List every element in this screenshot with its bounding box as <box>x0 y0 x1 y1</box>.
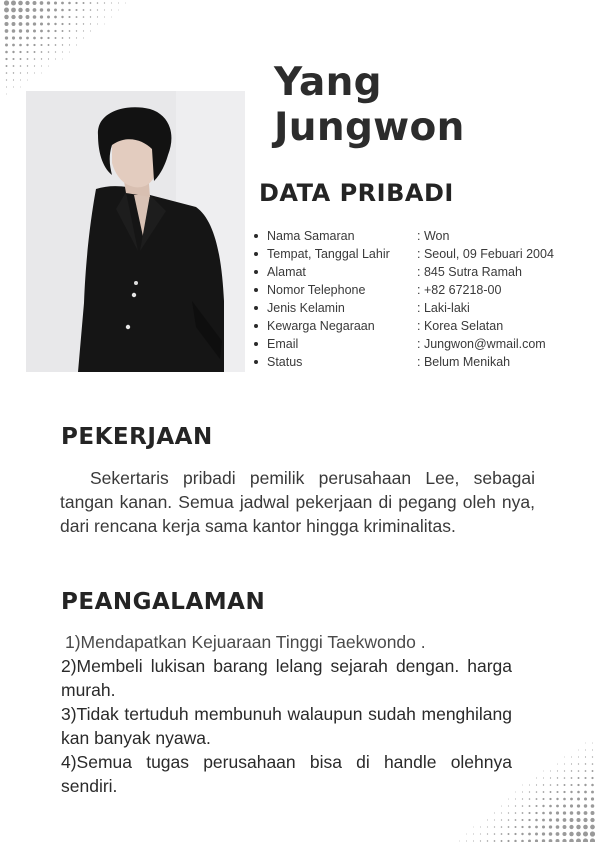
name-line-1: Yang <box>274 60 382 105</box>
list-item: 3)Tidak tertuduh membunuh walaupun sudah menghilang kan banyak nyawa. <box>61 704 512 748</box>
data-label: Alamat <box>267 265 306 279</box>
data-value: : Jungwon@wmail.com <box>417 337 546 351</box>
list-item: 2)Membeli lukisan barang lelang sejarah dengan. harga murah. <box>61 656 512 700</box>
name-line-2: Jungwon <box>274 105 465 150</box>
list-item: 4)Semua tugas perusahaan bisa di handle olehnya sendiri. <box>61 752 512 796</box>
section-title-pekerjaan: PEKERJAAN <box>61 424 213 450</box>
list-item <box>254 299 594 317</box>
data-label: Status <box>267 355 303 369</box>
section-title-pengalaman: PEANGALAMAN <box>61 589 266 615</box>
section-title-data-pribadi: DATA PRIBADI <box>259 179 454 207</box>
list-item: 1)Mendapatkan Kejuaraan Tinggi Taekwondo . <box>65 632 426 652</box>
bullet-icon <box>254 342 258 346</box>
list-item <box>254 353 594 371</box>
data-label: Tempat, Tanggal Lahir <box>267 247 390 261</box>
data-value: : Korea Selatan <box>417 319 504 333</box>
data-label: Nomor Telephone <box>267 283 366 297</box>
data-value: : Laki-laki <box>417 301 470 315</box>
data-value: : Seoul, 09 Febuari 2004 <box>417 247 554 261</box>
data-label: Nama Samaran <box>267 229 355 243</box>
personal-data-list <box>254 227 594 371</box>
list-item <box>254 227 594 245</box>
bullet-icon <box>254 252 258 256</box>
bullet-icon <box>254 270 258 274</box>
bullet-icon <box>254 288 258 292</box>
data-value: : +82 67218-00 <box>417 283 502 297</box>
bullet-icon <box>254 324 258 328</box>
bullet-icon <box>254 360 258 364</box>
data-value: : Won <box>417 229 450 243</box>
data-label: Email <box>267 337 299 351</box>
list-item <box>254 317 594 335</box>
person-name <box>274 60 465 150</box>
bullet-icon <box>254 234 258 238</box>
portrait-photo-icon <box>26 91 245 372</box>
data-label: Kewarga Negaraan <box>267 319 375 333</box>
data-label: Jenis Kelamin <box>267 301 345 315</box>
pekerjaan-paragraph: Sekertaris pribadi pemilik perusahaan Lee, sebagai tangan kanan. Semua jadwal pekerjaan di pegang oleh nya, dari rencana kerja sama kantor hingga kriminalitas. <box>60 468 535 536</box>
data-value: : Belum Menikah <box>417 355 511 369</box>
list-item <box>254 263 594 281</box>
profile-photo <box>26 91 245 372</box>
list-item <box>254 281 594 299</box>
bullet-icon <box>254 306 258 310</box>
list-item <box>254 335 594 353</box>
data-value: : 845 Sutra Ramah <box>417 265 522 279</box>
experience-list <box>61 630 512 798</box>
list-item <box>254 245 594 263</box>
